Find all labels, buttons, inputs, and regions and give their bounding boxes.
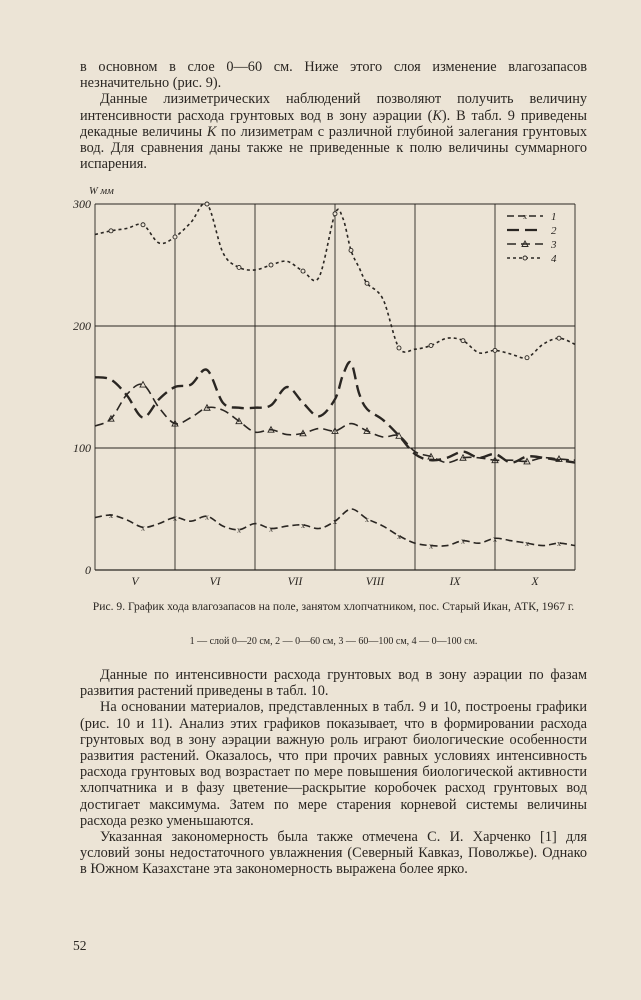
paragraph-lysimeter — [80, 91, 587, 172]
data-point: x — [397, 531, 401, 541]
data-point — [525, 356, 529, 360]
chart-legend — [507, 211, 557, 265]
text-span: Данные лизиметрических наблюдений позволяют получить величину интенсивности расхода грунтовых вод в зону аэрации ( — [80, 91, 587, 124]
paragraph-intensity: Данные по интенсивности расхода грунтовых вод в зону аэрации по фазам развития растений приведены в табл. 10. — [80, 667, 587, 700]
figure-legend-caption: 1 — слой 0—20 см, 2 — 0—60 см, 3 — 60—100 см, 4 — 0—100 см. — [189, 636, 478, 647]
data-point — [205, 202, 209, 206]
y-tick-label: 200 — [73, 319, 91, 333]
data-point — [333, 212, 337, 216]
symbol-k: K — [206, 123, 217, 140]
data-point: x — [525, 539, 529, 549]
legend-label: 3 — [551, 239, 557, 251]
figure-caption: Рис. 9. График хода влагозапасов на поле, занятом хлопчатником, пос. Старый Икан, АТК, 1967 г. — [92, 600, 575, 613]
data-point: x — [205, 512, 209, 522]
data-point: x — [237, 525, 241, 535]
data-point — [109, 229, 113, 233]
legend-label: 1 — [551, 211, 557, 223]
symbol-k: K — [432, 107, 442, 124]
bottom-text-block — [80, 667, 587, 878]
paragraph-kharchenko: Указанная закономерность была также отмечена С. И. Харченко [1] для условий зоны недостаточного увлажнения (Северный Кавказ, Поволжье). Однако в Южном Казахстане эта закономерность выражена более ярко. — [80, 829, 587, 878]
data-point: x — [141, 523, 145, 533]
x-tick-label: VII — [287, 576, 303, 588]
y-tick-label: 0 — [85, 563, 91, 577]
data-point: x — [173, 513, 177, 523]
paragraph-continuation: в основном в слое 0—60 см. Ниже этого слоя изменение влагозапасов незначительно (рис. 9). — [80, 59, 587, 92]
data-point — [365, 281, 369, 285]
chart-grid — [95, 204, 575, 570]
y-axis-label: W мм — [89, 186, 114, 197]
data-point: x — [557, 539, 561, 549]
data-point: x — [429, 541, 433, 551]
page-number: 52 — [73, 938, 87, 953]
data-point — [493, 348, 497, 352]
top-text-block — [80, 59, 587, 172]
data-point: x — [333, 517, 337, 527]
legend-label: 4 — [551, 253, 557, 265]
data-point — [141, 223, 145, 227]
text-span: по лизиметрам с различной глубиной залегания грунтовых вод. Для сравнения даны также не приведенные к полю величины суммарного испарения. — [80, 123, 587, 173]
y-tick-label: 100 — [73, 441, 91, 455]
data-point: x — [365, 514, 369, 524]
data-point — [557, 336, 561, 340]
data-point: x — [301, 520, 305, 530]
legend-marker — [523, 256, 527, 260]
legend-marker: x — [523, 212, 527, 221]
x-tick-label: VIII — [365, 576, 385, 588]
paragraph-analysis: На основании материалов, представленных в табл. 9 и 10, построены графики (рис. 10 и 11). Анализ этих графиков показывает, что в формировании расхода грунтовых вод в зону аэрации важную роль играют биологические особенности развития растений. Оказалось, что при прочих равных условиях интенсивность расхода грунтовых вод возрастает по мере повышения биологической активности хлопчатника и в фазу цветение—раскрытие коробочек расход грунтовых вод достигает максимума. Затем по мере старения корневой системы величины расхода резко уменьшаются. — [80, 699, 587, 829]
data-point: x — [109, 511, 113, 521]
legend-label: 2 — [551, 225, 557, 237]
x-tick-label: X — [531, 576, 539, 588]
data-point — [237, 265, 241, 269]
moisture-chart — [70, 178, 590, 598]
data-point — [173, 235, 177, 239]
data-point — [349, 248, 353, 252]
data-point — [461, 339, 465, 343]
x-tick-label: V — [131, 576, 139, 588]
data-point — [301, 269, 305, 273]
data-point: x — [461, 536, 465, 546]
x-tick-label: VI — [209, 576, 221, 588]
data-point — [269, 263, 273, 267]
y-tick-label: 300 — [73, 197, 91, 211]
data-point: x — [493, 534, 497, 544]
text-span: ). В табл. 9 приведены декадные величины — [80, 107, 587, 140]
x-tick-label: IX — [449, 576, 461, 588]
data-point — [397, 346, 401, 350]
data-point — [429, 344, 433, 348]
data-point: x — [269, 524, 273, 534]
